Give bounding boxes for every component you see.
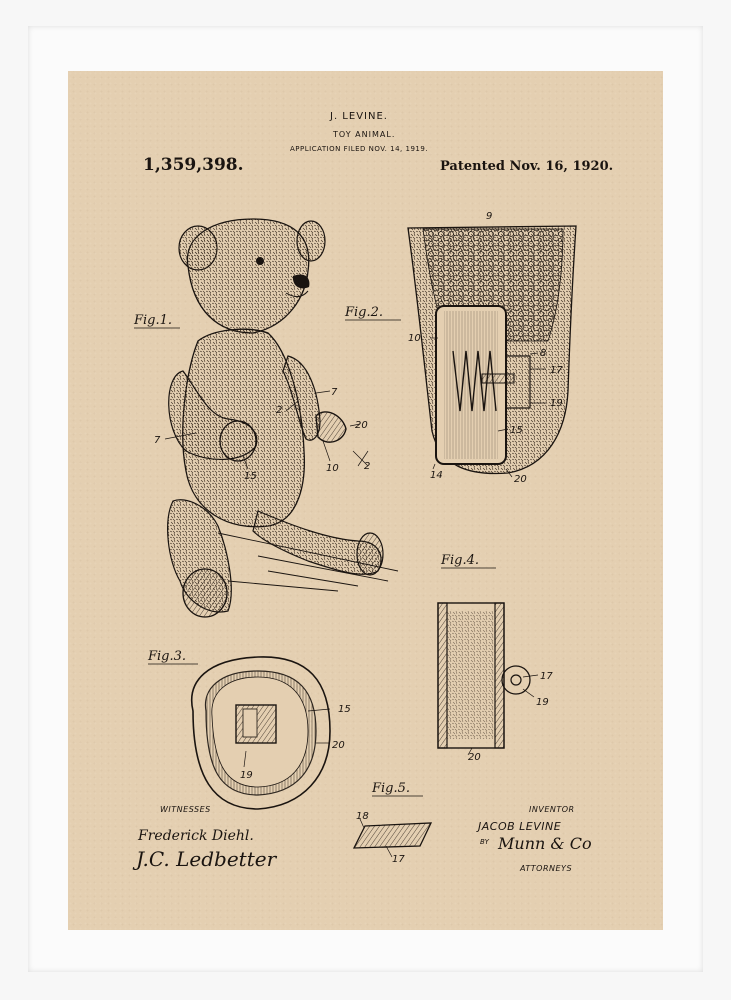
inventor-label: INVENTOR xyxy=(529,805,575,814)
fig1-ref-20: 20 xyxy=(355,420,368,431)
figure-4-side-view xyxy=(438,553,553,763)
by-label: BY xyxy=(480,838,489,846)
fig2-label: Fig.2. xyxy=(345,305,384,320)
fig2-ref-8: 8 xyxy=(540,348,547,359)
patent-drawings xyxy=(68,71,663,930)
inventor-header: J. LEVINE. xyxy=(330,111,388,122)
figure-2-cross-section xyxy=(344,211,576,485)
fig5-label: Fig.5. xyxy=(372,781,411,796)
fig4-knob xyxy=(502,666,530,694)
fig1-ref-10: 10 xyxy=(326,463,339,474)
fig1-ref-7b: 7 xyxy=(331,387,338,398)
patent-number: 1,359,398. xyxy=(143,155,244,175)
voice-box-device xyxy=(316,412,346,442)
fig5-reed xyxy=(354,823,431,848)
fig2-ref-20: 20 xyxy=(514,474,527,485)
fig2-ref-10: 10 xyxy=(408,333,421,344)
bear-head xyxy=(187,219,308,333)
fig4-ref-19: 19 xyxy=(536,697,549,708)
fig2-ref-15: 15 xyxy=(510,425,523,436)
attorney-signature: Munn & Co xyxy=(498,834,592,853)
bear-right-foot xyxy=(357,533,383,575)
figure-5-reed-detail xyxy=(354,781,431,865)
fig2-ref-17: 17 xyxy=(550,365,563,376)
fig3-ref-19: 19 xyxy=(240,770,253,781)
fig2-ref-14: 14 xyxy=(430,470,443,481)
fig1-ref-2b: 2 xyxy=(364,461,371,472)
fig4-ref-20: 20 xyxy=(468,752,481,763)
fig1-ref-7a: 7 xyxy=(154,435,161,446)
patent-title: TOY ANIMAL. xyxy=(333,130,396,139)
fig3-ref-20: 20 xyxy=(332,740,345,751)
attorneys-label: ATTORNEYS xyxy=(520,864,573,873)
fig1-ref-2a: 2 xyxy=(276,405,283,416)
fig2-reed xyxy=(482,374,514,383)
fig5-ref-17: 17 xyxy=(392,854,405,865)
figure-3-round-device xyxy=(147,649,351,809)
witness-signature-1: Frederick Diehl. xyxy=(138,828,254,844)
patent-sheet xyxy=(68,71,663,930)
fig2-ref-9: 9 xyxy=(486,211,493,222)
figure-1-teddy-bear xyxy=(133,219,398,617)
fig4-label: Fig.4. xyxy=(441,553,480,568)
fig4-left-flange xyxy=(438,603,447,748)
application-filed: APPLICATION FILED NOV. 14, 1919. xyxy=(290,145,429,153)
bear-eye xyxy=(256,257,264,265)
fig3-ref-15: 15 xyxy=(338,704,351,715)
fig1-label: Fig.1. xyxy=(134,313,173,328)
witnesses-label: WITNESSES xyxy=(160,805,211,814)
fig4-ref-17: 17 xyxy=(540,671,553,682)
inventor-name: JACOB LEVINE xyxy=(478,820,562,833)
fig1-ref-15: 15 xyxy=(244,471,257,482)
witness-signature-2: J.C. Ledbetter xyxy=(136,847,277,871)
fig5-ref-18: 18 xyxy=(356,811,369,822)
patent-date: Patented Nov. 16, 1920. xyxy=(440,159,614,174)
fig3-label: Fig.3. xyxy=(148,649,187,664)
bear-left-foot xyxy=(183,569,227,617)
fig4-body xyxy=(447,611,495,739)
fig2-ref-19: 19 xyxy=(550,398,563,409)
